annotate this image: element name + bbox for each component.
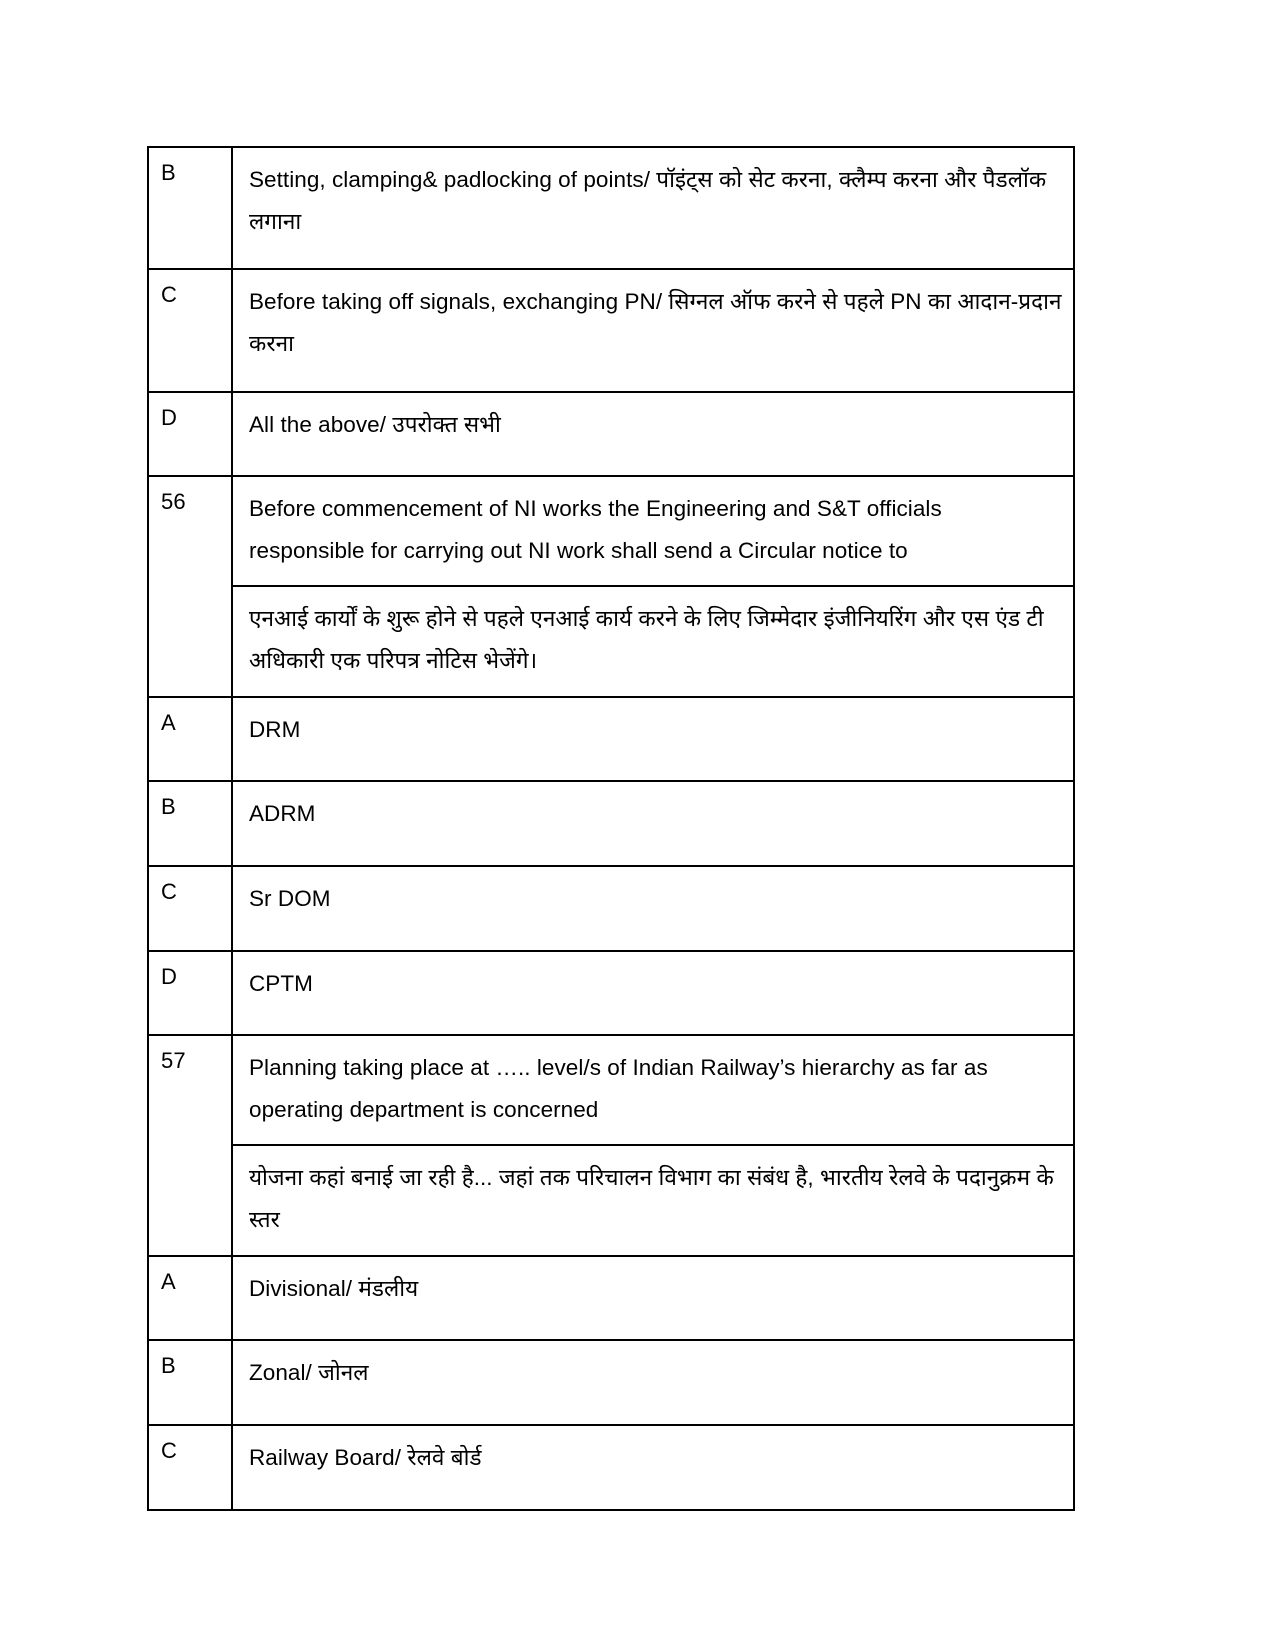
question-english-text: Before commencement of NI works the Engineering and S&T officials responsible for carrying out NI work shall send a Circular notice to	[249, 496, 942, 563]
question-hindi-row	[233, 586, 1073, 695]
row-body-cell	[232, 269, 1074, 391]
table-row	[148, 697, 1074, 782]
question-split	[233, 477, 1073, 696]
row-key-cell	[148, 781, 232, 866]
option-text: CPTM	[249, 970, 313, 996]
option-text: DRM	[249, 716, 301, 742]
option-text: Sr DOM	[249, 885, 331, 911]
question-english-row	[233, 477, 1073, 586]
option-text: Divisional/ मंडलीय	[249, 1275, 419, 1301]
row-body-cell	[232, 476, 1074, 697]
row-key-cell	[148, 1256, 232, 1341]
question-english-text: Planning taking place at ….. level/s of Indian Railway’s hierarchy as far as operating department is concerned	[249, 1055, 988, 1122]
question-split	[233, 1036, 1073, 1255]
option-key: C	[161, 282, 177, 308]
row-key-cell	[148, 476, 232, 697]
option-key: A	[161, 1268, 176, 1294]
question-table	[147, 146, 1075, 1511]
row-body-cell	[232, 951, 1074, 1036]
question-hindi-cell	[233, 1145, 1073, 1254]
option-text: Zonal/ जोनल	[249, 1360, 369, 1386]
row-body-cell	[232, 1340, 1074, 1425]
table-row	[148, 1256, 1074, 1341]
row-body-cell	[232, 866, 1074, 951]
table-row	[148, 1035, 1074, 1256]
row-body-cell	[232, 1425, 1074, 1510]
option-key: B	[161, 1353, 176, 1379]
question-hindi-row	[233, 1145, 1073, 1254]
row-body-cell	[232, 1035, 1074, 1256]
row-key-cell	[148, 269, 232, 391]
row-key-cell	[148, 1425, 232, 1510]
option-key: C	[161, 1437, 177, 1463]
table-row	[148, 866, 1074, 951]
question-hindi-text: एनआई कार्यों के शुरू होने से पहले एनआई कार्य करने के लिए जिम्मेदार इंजीनियरिंग और एस एंड टी अधिकारी एक परिपत्र नोटिस भेजेंगे।	[249, 606, 1044, 673]
question-hindi-text: योजना कहां बनाई जा रही है... जहां तक परिचालन विभाग का संबंध है, भारतीय रेलवे के पदानुक्रम के स्तर	[249, 1165, 1054, 1232]
question-number: 57	[161, 1048, 186, 1074]
table-row	[148, 147, 1074, 269]
row-key-cell	[148, 1340, 232, 1425]
question-hindi-cell	[233, 586, 1073, 695]
row-key-cell	[148, 866, 232, 951]
row-body-cell	[232, 1256, 1074, 1341]
question-english-row	[233, 1036, 1073, 1145]
option-key: A	[161, 709, 176, 735]
row-key-cell	[148, 951, 232, 1036]
question-english-cell	[233, 477, 1073, 586]
table-row	[148, 1340, 1074, 1425]
table-row	[148, 269, 1074, 391]
option-text: Before taking off signals, exchanging PN/ सिग्नल ऑफ करने से पहले PN का आदान-प्रदान करना	[249, 289, 1062, 356]
table-row	[148, 781, 1074, 866]
table-row	[148, 476, 1074, 697]
row-key-cell	[148, 392, 232, 477]
row-body-cell	[232, 392, 1074, 477]
table-row	[148, 392, 1074, 477]
option-text: All the above/ उपरोक्त सभी	[249, 411, 501, 437]
row-key-cell	[148, 1035, 232, 1256]
row-key-cell	[148, 147, 232, 269]
question-english-cell	[233, 1036, 1073, 1145]
row-body-cell	[232, 781, 1074, 866]
option-text: ADRM	[249, 801, 316, 827]
row-body-cell	[232, 147, 1074, 269]
option-key: B	[161, 160, 176, 185]
option-text: Setting, clamping& padlocking of points/ पॉइंट्स को सेट करना, क्लैम्प करना और पैडलॉक लगाना	[249, 167, 1047, 234]
option-key: B	[161, 794, 176, 820]
table-row	[148, 951, 1074, 1036]
option-key: C	[161, 878, 177, 904]
option-key: D	[161, 404, 177, 430]
option-text: Railway Board/ रेलवे बोर्ड	[249, 1444, 482, 1470]
row-body-cell	[232, 697, 1074, 782]
row-key-cell	[148, 697, 232, 782]
option-key: D	[161, 963, 177, 989]
table-row	[148, 1425, 1074, 1510]
question-number: 56	[161, 489, 186, 515]
